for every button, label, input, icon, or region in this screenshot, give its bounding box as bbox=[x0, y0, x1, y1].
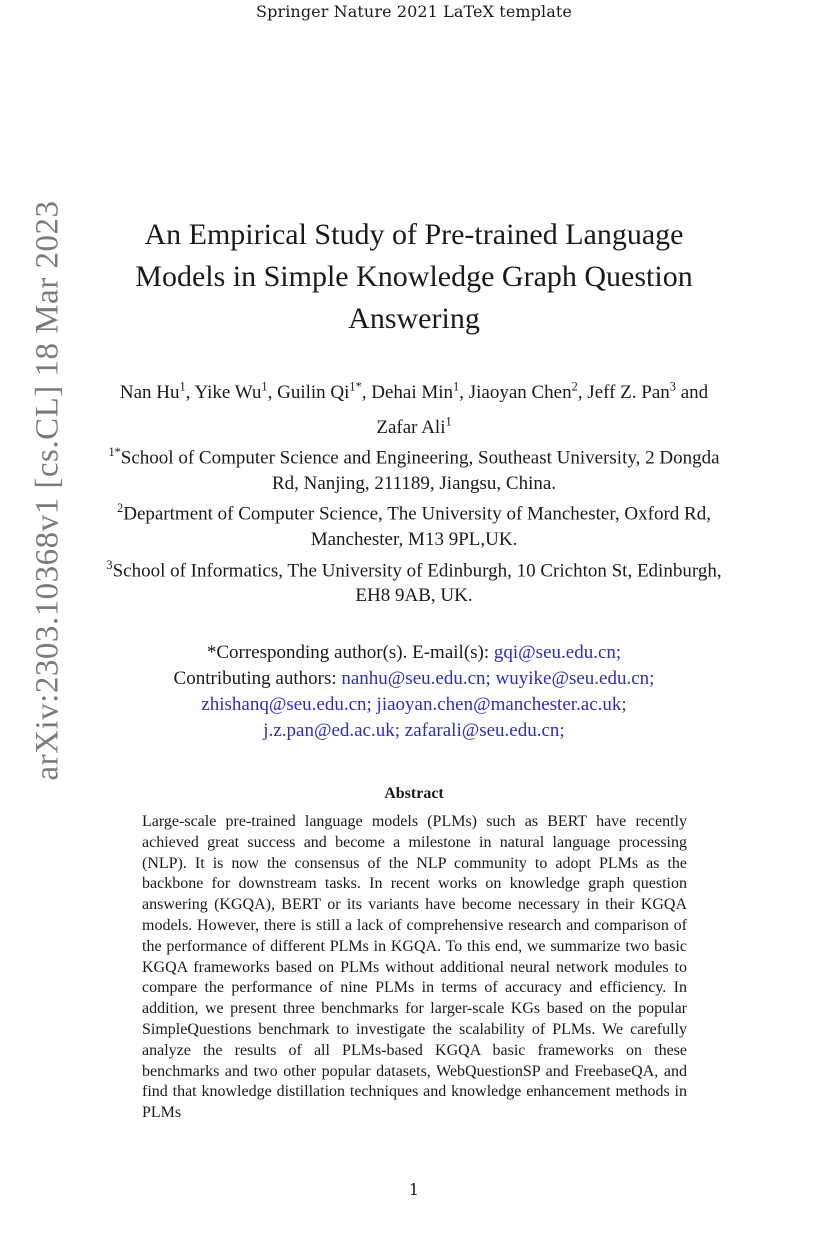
corresponding-label: *Corresponding author(s). E-mail(s): bbox=[206, 642, 490, 663]
author: Dehai Min$^1$, bbox=[371, 380, 469, 404]
author: Jiaoyan Chen$^2$, bbox=[468, 380, 588, 404]
page-number: 1 bbox=[408, 1180, 420, 1199]
author: Nan Hu$^1$, bbox=[119, 380, 195, 404]
paper-title: An Empirical Study of Pre-trained Language Models in Simple Knowledge Graph Question Answering bbox=[135, 218, 693, 335]
running-header: Springer Nature 2021 LaTeX template bbox=[256, 2, 572, 21]
email-link[interactable]: wuyike@seu.edu.cn; bbox=[495, 668, 655, 689]
affiliation: $^{1*}$School of Computer Science and Engineering, Southeast University, 2 Dongda Rd, Nanjing, 211189, Jiangsu, China. bbox=[108, 445, 720, 494]
arxiv-stamp bbox=[26, 160, 70, 820]
contact-block bbox=[100, 640, 728, 744]
author: Zafar Ali$^1$ bbox=[376, 414, 452, 438]
contributing-label: Contributing authors: bbox=[173, 668, 337, 689]
email-link[interactable]: jiaoyan.chen@manchester.ac.uk; bbox=[376, 694, 627, 715]
abstract-heading: Abstract bbox=[384, 785, 444, 802]
affiliation: $^2$Department of Computer Science, The University of Manchester, Oxford Rd, Manchester, M13 9PL,UK. bbox=[117, 501, 711, 551]
corresponding-email-link[interactable]: gqi@seu.edu.cn; bbox=[493, 642, 622, 663]
email-link[interactable]: nanhu@seu.edu.cn; bbox=[341, 668, 491, 689]
email-link[interactable]: zafarali@seu.edu.cn; bbox=[404, 720, 565, 741]
author: Jeff Z. Pan$^3$ and bbox=[587, 380, 709, 404]
affiliations bbox=[100, 440, 728, 609]
author: Guilin $Qi^{1*}$, bbox=[277, 380, 372, 404]
author: Yike Wu$^1$, bbox=[194, 380, 278, 404]
email-link[interactable]: zhishanq@seu.edu.cn; bbox=[201, 694, 372, 715]
author-list bbox=[110, 373, 718, 442]
email-link[interactable]: j.z.pan@ed.ac.uk; bbox=[263, 720, 401, 741]
abstract-body: Large-scale pre-trained language models (PLMs) such as BERT have recently achieved great success and become a milestone in natural language processing (NLP). It is now the consensus of the NLP community to adopt PLMs as the backbone for downstream tasks. In recent works on knowledge graph question answering (KGQA), BERT or its variants have become necessary in their KGQA models. However, there is still a lack of comprehensive research and comparison of the performance of different PLMs in KGQA. To this end, we summarize two basic KGQA frameworks based on PLMs without additional neural network modules to compare the performance of nine PLMs in terms of accuracy and efficiency. In addition, we present three benchmarks for larger-scale KGs based on the popular SimpleQuestions benchmark to investigate the scalability of PLMs. We carefully analyze the results of all PLMs-based KGQA basic frameworks on these benchmarks and two other popular datasets, WebQuestionSP and FreebaseQA, and find that knowledge distillation techniques and knowledge enhancement methods in PLMs bbox=[142, 813, 687, 1122]
affiliation: $^3$School of Informatics, The University of Edinburgh, 10 Crichton St, Edinburgh, EH8 9AB, UK. bbox=[106, 557, 722, 607]
arxiv-id: arXiv:2303.10368v1 [cs.CL] 18 Mar 2023 bbox=[29, 200, 66, 780]
